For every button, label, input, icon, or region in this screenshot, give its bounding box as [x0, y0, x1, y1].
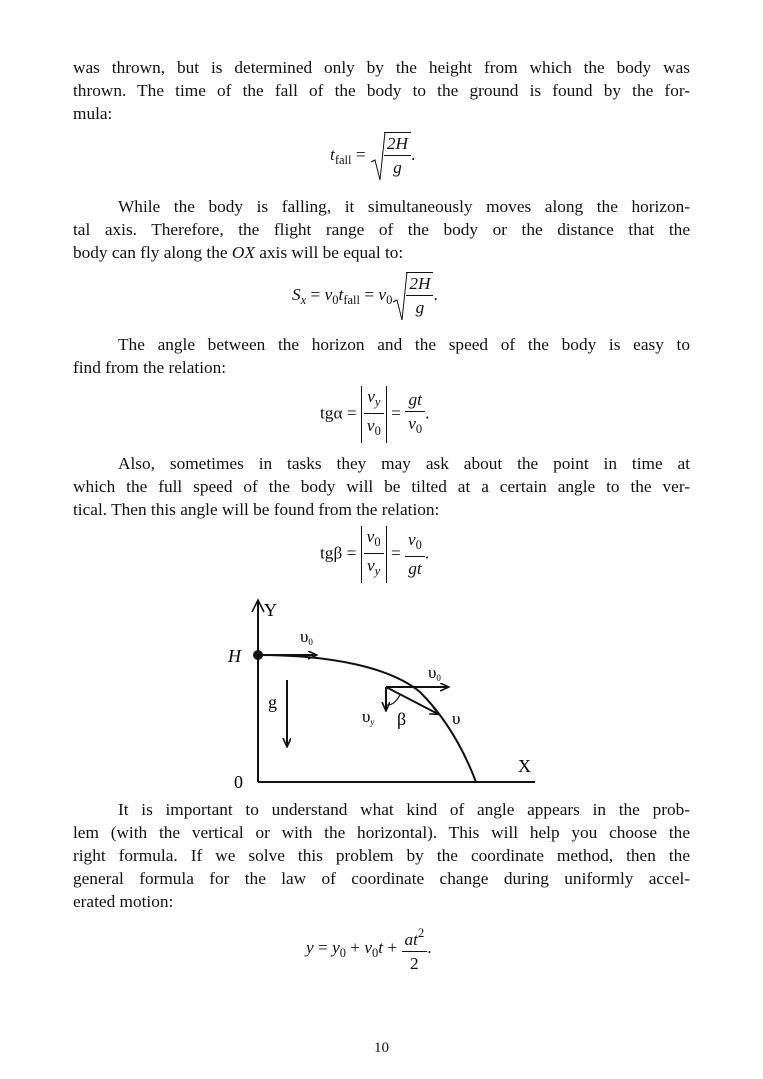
page-number: 10 — [374, 1040, 389, 1056]
gravity-label: g — [268, 692, 277, 712]
v0-top-label: υ0 — [300, 627, 313, 647]
formula-range: $S_x = v_0t_{fall} = v_0$ $\frac{2H}{g}$ . — [292, 270, 438, 322]
formula-tg-alpha: tgα = $\frac{v_y}{v_0}$ = $\frac{gt}{v_0}$ . — [320, 386, 429, 443]
text-line: tal axis. Therefore, the flight range of the body or the distance that the — [73, 220, 690, 239]
origin-label: 0 — [234, 772, 243, 792]
text-line: general formula for the law of coordinate change during uniformly accel- — [73, 869, 690, 888]
height-label: H — [228, 646, 241, 666]
y-axis-label: Y — [264, 600, 277, 620]
paragraph-2 — [73, 195, 690, 264]
formula-coordinate: $y = y_0 + v_0t$ + $\frac{at^2}{2}$ . — [306, 922, 432, 976]
beta-arc — [386, 695, 400, 705]
paragraph-4 — [73, 452, 690, 521]
text-line: was thrown, but is determined only by the height from which the body was — [73, 58, 690, 77]
text-line: tical. Then this angle will be found from the relation: — [73, 500, 440, 519]
text-line: right formula. If we solve this problem by the coordinate method, then the — [73, 846, 690, 865]
formula-t-fall: $t_{fall}$ = $\frac{2H}{g}$ . — [330, 130, 415, 182]
v-label: υ — [452, 709, 461, 728]
v0-mid-label: υ0 — [428, 663, 441, 683]
x-axis-label: X — [518, 756, 531, 776]
text-line: thrown. The time of the fall of the body to the ground is found by the for- — [73, 81, 690, 100]
text-line: Also, sometimes in tasks they may ask about the point in time at — [118, 454, 690, 473]
text-line: While the body is falling, it simultaneously moves along the horizon- — [118, 197, 690, 216]
text-line: mula: — [73, 104, 113, 123]
text-line: body can fly along the OX axis will be equal to: — [73, 243, 404, 262]
text-line: It is important to understand what kind of angle appears in the prob- — [118, 800, 690, 819]
text-line: The angle between the horizon and the speed of the body is easy to — [118, 335, 690, 354]
text-line: erated motion: — [73, 892, 174, 911]
paragraph-1 — [73, 56, 690, 125]
formula-tg-beta: tgβ = $\frac{v_0}{v_y}$ = $\frac{v_0}{gt}$ . — [320, 526, 429, 583]
projectile-diagram — [220, 592, 550, 797]
vy-label: υy — [362, 707, 375, 727]
text-line: find from the relation: — [73, 358, 227, 377]
v-arrow — [386, 687, 438, 714]
paragraph-3 — [73, 333, 690, 379]
paragraph-5 — [73, 798, 690, 913]
text-line: which the full speed of the body will be tilted at a certain angle to the ver- — [73, 477, 690, 496]
text-line: lem (with the vertical or with the horizontal). This will help you choose the — [73, 823, 690, 842]
beta-label: β — [397, 709, 407, 729]
